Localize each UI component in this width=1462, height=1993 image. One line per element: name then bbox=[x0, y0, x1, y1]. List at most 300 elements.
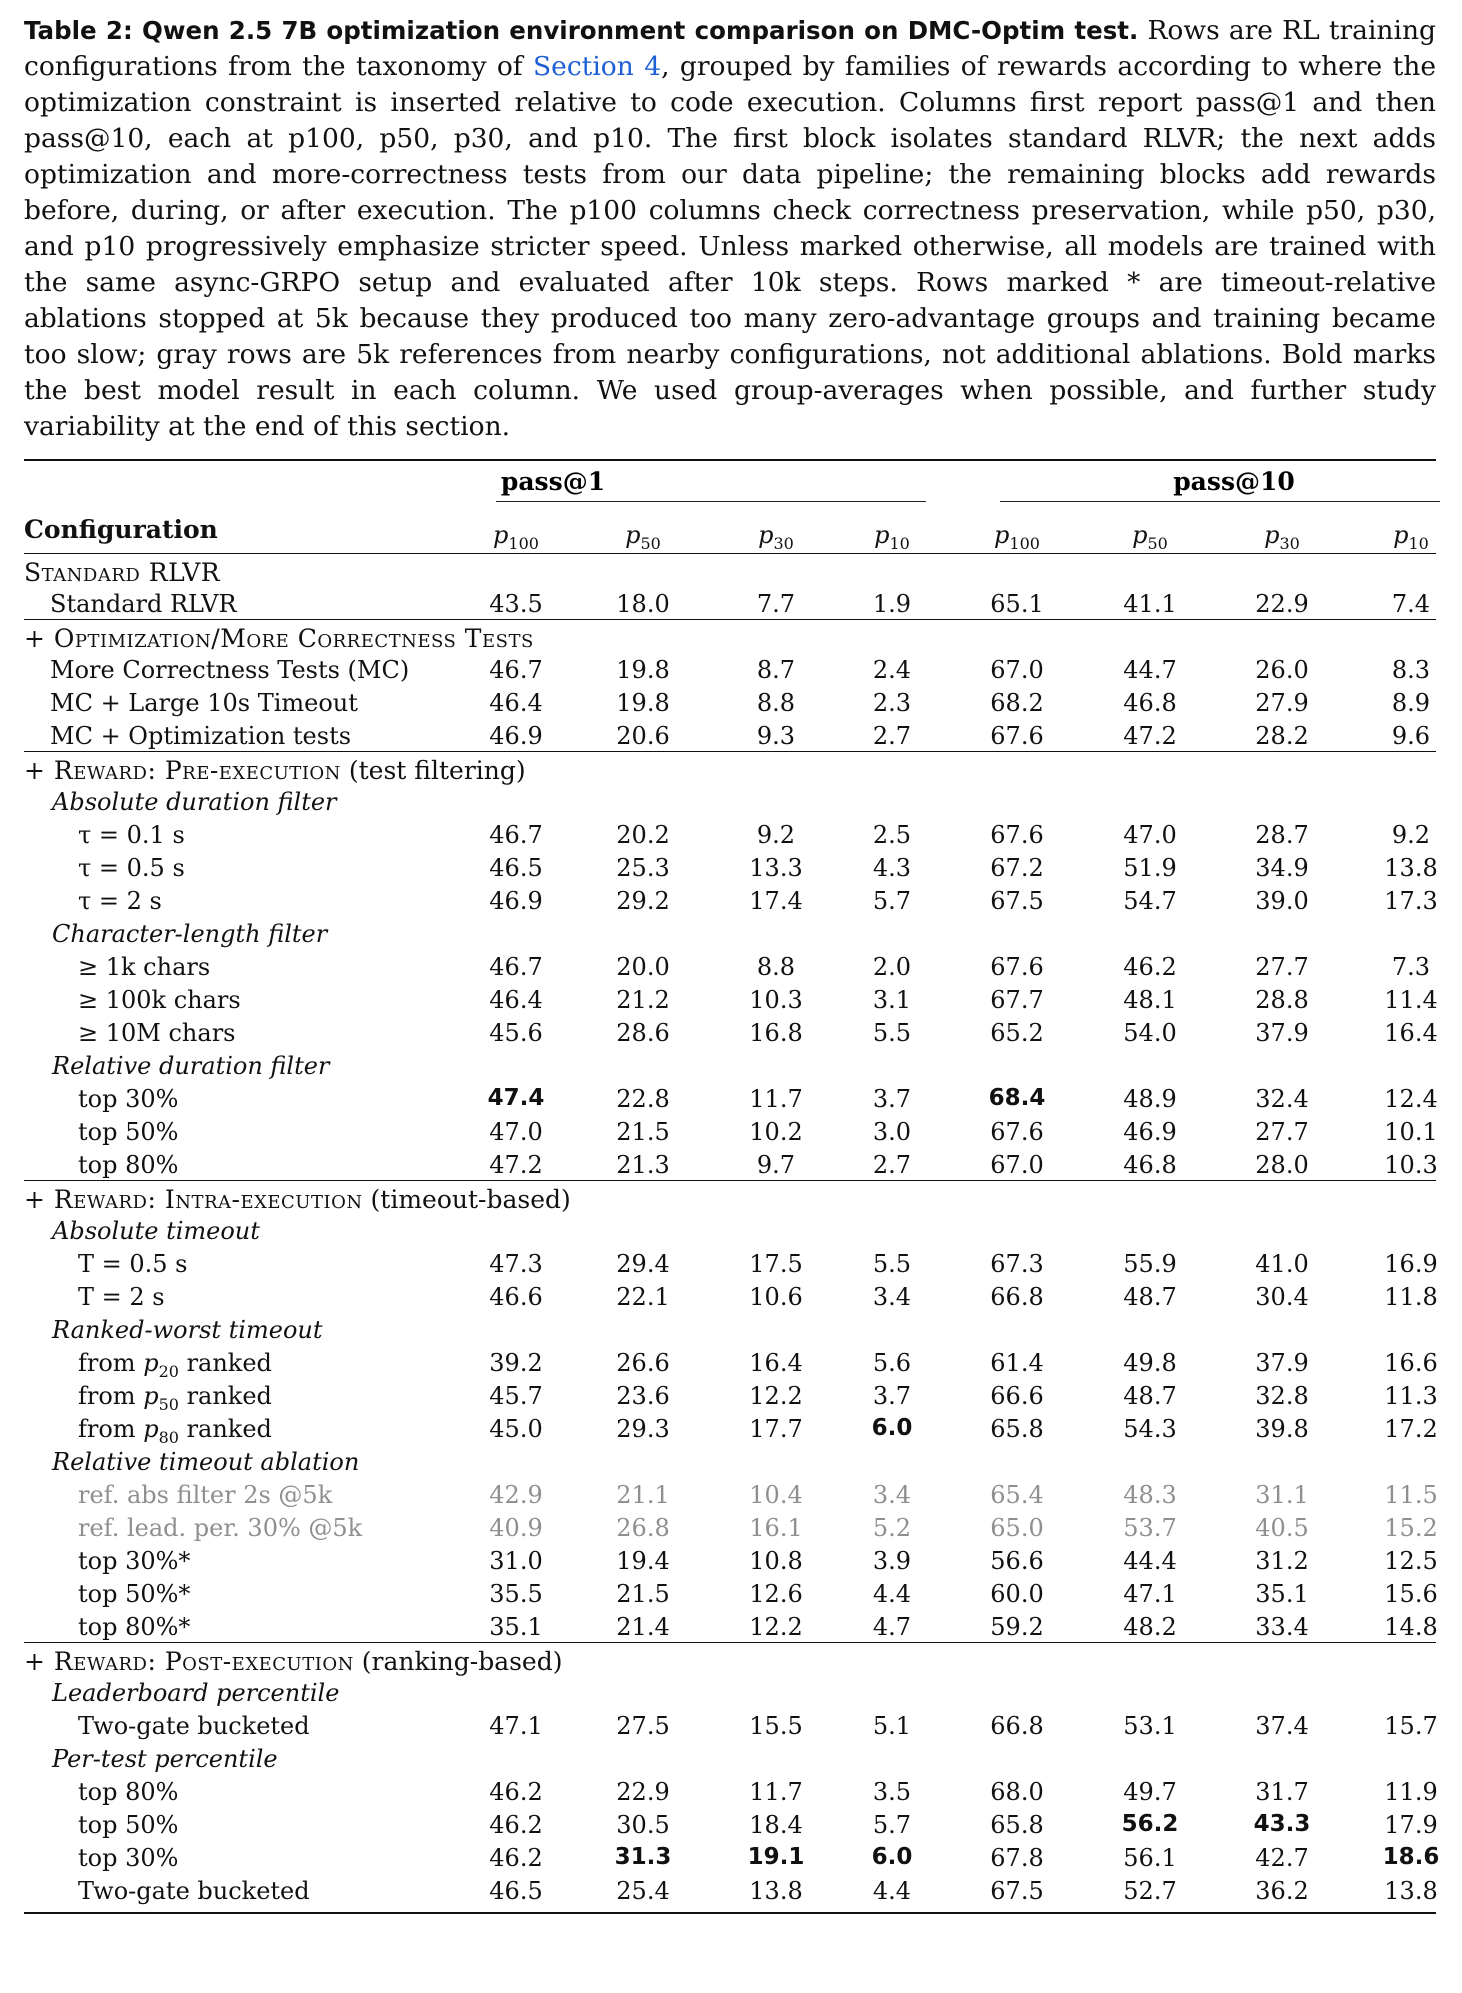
row-label: Standard RLVR bbox=[50, 590, 237, 618]
row-value: 21.3 bbox=[616, 1151, 670, 1179]
row-label: top 30% bbox=[78, 1085, 179, 1113]
subgroup-title: Absolute timeout bbox=[52, 1217, 260, 1245]
row-value: 68.4 bbox=[988, 1085, 1046, 1111]
block-title bbox=[24, 756, 526, 785]
row-value: 16.4 bbox=[1384, 1019, 1438, 1047]
row-value: 3.9 bbox=[872, 1547, 912, 1575]
row-value: 54.7 bbox=[1123, 887, 1177, 915]
row-value: 22.9 bbox=[616, 1778, 670, 1806]
row-value: 45.0 bbox=[489, 1415, 543, 1443]
row-value: 31.3 bbox=[614, 1844, 672, 1870]
row-value: 4.7 bbox=[872, 1613, 912, 1641]
row-value: 8.8 bbox=[756, 689, 796, 717]
block-title bbox=[24, 1185, 571, 1214]
row-value: 48.7 bbox=[1123, 1382, 1177, 1410]
block-title bbox=[24, 1647, 563, 1676]
row-value: 28.7 bbox=[1255, 821, 1309, 849]
row-value: 35.1 bbox=[489, 1613, 543, 1641]
row-value: 12.6 bbox=[749, 1580, 803, 1608]
row-label: top 80% bbox=[78, 1151, 179, 1179]
row-label: ref. lead. per. 30% @5k bbox=[78, 1514, 363, 1542]
table-row bbox=[24, 949, 1436, 982]
row-label: τ = 0.5 s bbox=[78, 854, 185, 882]
table-row bbox=[24, 982, 1436, 1015]
row-value: 39.0 bbox=[1255, 887, 1309, 915]
row-value: 46.9 bbox=[489, 722, 543, 750]
table-row bbox=[24, 652, 1436, 685]
table-header-columns bbox=[24, 509, 1436, 553]
subgroup-row bbox=[24, 784, 1436, 817]
results-table bbox=[24, 459, 1440, 1914]
row-value: 3.4 bbox=[872, 1481, 912, 1509]
table-body bbox=[24, 554, 1440, 1914]
row-label: top 50%* bbox=[78, 1580, 191, 1608]
row-value: 9.2 bbox=[1391, 821, 1431, 849]
row-label: τ = 0.1 s bbox=[78, 821, 185, 849]
row-value: 17.9 bbox=[1384, 1811, 1438, 1839]
table-row bbox=[24, 1576, 1436, 1609]
row-value: 67.7 bbox=[990, 986, 1044, 1014]
row-label: ≥ 100k chars bbox=[78, 986, 241, 1014]
row-value: 54.3 bbox=[1123, 1415, 1177, 1443]
row-value: 46.7 bbox=[489, 953, 543, 981]
row-label: from $p_{20}$ ranked bbox=[78, 1349, 272, 1381]
row-value: 46.5 bbox=[489, 1877, 543, 1905]
subgroup-row bbox=[24, 1312, 1436, 1345]
row-value: 12.5 bbox=[1384, 1547, 1438, 1575]
row-value: 53.1 bbox=[1123, 1712, 1177, 1740]
row-value: 5.1 bbox=[872, 1712, 912, 1740]
block-title-row bbox=[24, 1643, 1436, 1675]
row-value: 11.4 bbox=[1384, 986, 1438, 1014]
row-value: 17.7 bbox=[749, 1415, 803, 1443]
row-value: 67.5 bbox=[990, 1877, 1044, 1905]
table-row bbox=[24, 850, 1436, 883]
table-header-spans bbox=[24, 461, 1436, 509]
row-value: 8.9 bbox=[1391, 689, 1431, 717]
column-header-3: $p_{10}$ bbox=[874, 521, 910, 553]
table-row bbox=[24, 1510, 1436, 1543]
row-value: 37.4 bbox=[1255, 1712, 1309, 1740]
row-value: 46.2 bbox=[489, 1844, 543, 1872]
row-value: 25.3 bbox=[616, 854, 670, 882]
subgroup-title: Relative duration filter bbox=[52, 1052, 330, 1080]
row-value: 67.6 bbox=[990, 953, 1044, 981]
row-value: 46.9 bbox=[1123, 1118, 1177, 1146]
row-value: 20.2 bbox=[616, 821, 670, 849]
column-header-5: $p_{50}$ bbox=[1132, 521, 1168, 553]
table-row bbox=[24, 1378, 1438, 1414]
row-value: 60.0 bbox=[990, 1580, 1044, 1608]
table-row bbox=[24, 1873, 1436, 1906]
row-value: 41.0 bbox=[1255, 1250, 1309, 1278]
block-title-text: Standard RLVR bbox=[24, 558, 221, 587]
table-row bbox=[24, 1807, 1436, 1840]
table-row bbox=[24, 1477, 1436, 1510]
row-value: 4.4 bbox=[872, 1877, 912, 1905]
row-value: 45.7 bbox=[489, 1382, 543, 1410]
row-value: 10.1 bbox=[1384, 1118, 1438, 1146]
row-value: 18.0 bbox=[616, 590, 670, 618]
row-value: 35.5 bbox=[489, 1580, 543, 1608]
row-value: 10.2 bbox=[749, 1118, 803, 1146]
row-value: 11.7 bbox=[749, 1778, 803, 1806]
row-value: 68.0 bbox=[990, 1778, 1044, 1806]
row-value: 3.1 bbox=[872, 986, 912, 1014]
row-value: 3.5 bbox=[872, 1778, 912, 1806]
subgroup-row bbox=[24, 1741, 1436, 1774]
row-value: 47.0 bbox=[489, 1118, 543, 1146]
row-value: 22.9 bbox=[1255, 590, 1309, 618]
subgroup-row bbox=[24, 1444, 1436, 1477]
row-value: 21.5 bbox=[616, 1580, 670, 1608]
row-value: 67.6 bbox=[990, 722, 1044, 750]
block-title-text: + Optimization/More Correctness Tests bbox=[24, 624, 534, 653]
row-value: 31.0 bbox=[489, 1547, 543, 1575]
row-value: 46.4 bbox=[489, 986, 543, 1014]
row-value: 48.2 bbox=[1123, 1613, 1177, 1641]
row-value: 29.2 bbox=[616, 887, 670, 915]
row-value: 39.8 bbox=[1255, 1415, 1309, 1443]
pass1-header: pass@1 bbox=[500, 467, 606, 496]
row-value: 41.1 bbox=[1123, 590, 1177, 618]
subgroup-title: Absolute duration filter bbox=[52, 788, 337, 816]
row-value: 5.2 bbox=[872, 1514, 912, 1542]
row-value: 56.1 bbox=[1123, 1844, 1177, 1872]
row-value: 16.4 bbox=[749, 1349, 803, 1377]
row-label: from $p_{50}$ ranked bbox=[78, 1382, 272, 1414]
row-value: 47.4 bbox=[487, 1085, 545, 1111]
row-value: 47.2 bbox=[489, 1151, 543, 1179]
row-value: 13.8 bbox=[1384, 1877, 1438, 1905]
table-row bbox=[24, 817, 1436, 850]
row-value: 11.5 bbox=[1384, 1481, 1438, 1509]
row-value: 5.5 bbox=[872, 1250, 912, 1278]
row-value: 27.7 bbox=[1255, 1118, 1309, 1146]
table-row bbox=[24, 1015, 1436, 1048]
row-label: top 80%* bbox=[78, 1613, 191, 1641]
row-value: 34.9 bbox=[1255, 854, 1309, 882]
row-label: ≥ 10M chars bbox=[78, 1019, 236, 1047]
row-value: 27.7 bbox=[1255, 953, 1309, 981]
row-value: 3.7 bbox=[872, 1382, 912, 1410]
row-value: 46.2 bbox=[489, 1811, 543, 1839]
row-label: τ = 2 s bbox=[78, 887, 162, 915]
row-value: 9.2 bbox=[756, 821, 796, 849]
row-value: 40.5 bbox=[1255, 1514, 1309, 1542]
table-row bbox=[24, 1411, 1438, 1447]
row-value: 10.4 bbox=[749, 1481, 803, 1509]
table-row bbox=[24, 1345, 1438, 1381]
row-value: 13.3 bbox=[749, 854, 803, 882]
block-title bbox=[24, 558, 220, 587]
row-value: 46.9 bbox=[489, 887, 543, 915]
subgroup-row bbox=[24, 1675, 1436, 1708]
row-label: More Correctness Tests (MC) bbox=[50, 656, 410, 684]
row-value: 3.7 bbox=[872, 1085, 912, 1113]
row-value: 31.1 bbox=[1255, 1481, 1309, 1509]
row-value: 45.6 bbox=[489, 1019, 543, 1047]
row-value: 47.3 bbox=[489, 1250, 543, 1278]
table-row bbox=[24, 1114, 1436, 1147]
table-row bbox=[24, 1774, 1436, 1807]
row-value: 52.7 bbox=[1123, 1877, 1177, 1905]
row-value: 5.7 bbox=[872, 887, 912, 915]
row-value: 16.6 bbox=[1384, 1349, 1438, 1377]
row-value: 66.8 bbox=[990, 1712, 1044, 1740]
table-row bbox=[24, 685, 1436, 718]
row-value: 46.2 bbox=[489, 1778, 543, 1806]
row-value: 22.1 bbox=[616, 1283, 670, 1311]
subgroup-row bbox=[24, 916, 1436, 949]
row-value: 2.7 bbox=[872, 722, 912, 750]
row-label: top 80% bbox=[78, 1778, 179, 1806]
column-header-1: $p_{50}$ bbox=[625, 521, 661, 553]
row-value: 6.0 bbox=[871, 1415, 913, 1441]
row-value: 20.0 bbox=[616, 953, 670, 981]
column-header-0: $p_{100}$ bbox=[493, 521, 539, 553]
row-value: 65.1 bbox=[990, 590, 1044, 618]
row-value: 10.3 bbox=[749, 986, 803, 1014]
row-value: 54.0 bbox=[1123, 1019, 1177, 1047]
row-label: Two-gate bucketed bbox=[78, 1712, 310, 1740]
row-value: 5.5 bbox=[872, 1019, 912, 1047]
row-value: 33.4 bbox=[1255, 1613, 1309, 1641]
row-value: 29.3 bbox=[616, 1415, 670, 1443]
row-value: 39.2 bbox=[489, 1349, 543, 1377]
block-title-row bbox=[24, 1181, 1436, 1213]
row-value: 66.8 bbox=[990, 1283, 1044, 1311]
row-value: 37.9 bbox=[1255, 1349, 1309, 1377]
block-suffix: (test filtering) bbox=[340, 756, 526, 785]
caption-text-2: , grouped by families of rewards according to where the optimization constraint is inserted relative to code execution. Columns first report pass@1 and then pass@10, each at p100, p50, p30, and p10. The first block isolates standard RLVR; the next adds optimization and more-correctness tests from our data pipeline; the remaining blocks add rewards before, during, or after execution. The p100 columns check correctness preservation, while p50, p30, and p10 progressively emphasize stricter speed. Unless marked otherwise, all models are trained with the same async-GRPO setup and evaluated after 10k steps. Rows marked * are timeout-relative ablations stopped at 5k because they produced too many zero-advantage groups and training became too slow; gray rows are 5k references from nearby configurations, not additional ablations. Bold marks the best model result in each column. We used group-averages when possible, and further study variability at the end of this section. bbox=[24, 51, 1436, 442]
table-row bbox=[24, 1708, 1436, 1741]
pass10-header: pass@10 bbox=[1173, 467, 1295, 496]
table-row bbox=[24, 718, 1436, 751]
row-value: 48.1 bbox=[1123, 986, 1177, 1014]
row-value: 65.0 bbox=[990, 1514, 1044, 1542]
row-value: 56.6 bbox=[990, 1547, 1044, 1575]
row-value: 1.9 bbox=[872, 590, 912, 618]
row-value: 47.1 bbox=[489, 1712, 543, 1740]
row-value: 46.6 bbox=[489, 1283, 543, 1311]
row-value: 47.2 bbox=[1123, 722, 1177, 750]
row-value: 66.6 bbox=[990, 1382, 1044, 1410]
row-value: 12.2 bbox=[749, 1613, 803, 1641]
row-value: 18.6 bbox=[1382, 1844, 1440, 1870]
row-value: 3.4 bbox=[872, 1283, 912, 1311]
row-value: 49.7 bbox=[1123, 1778, 1177, 1806]
row-value: 11.7 bbox=[749, 1085, 803, 1113]
row-value: 67.6 bbox=[990, 821, 1044, 849]
row-value: 31.7 bbox=[1255, 1778, 1309, 1806]
row-value: 21.1 bbox=[616, 1481, 670, 1509]
row-value: 26.6 bbox=[616, 1349, 670, 1377]
row-value: 15.6 bbox=[1384, 1580, 1438, 1608]
row-value: 9.3 bbox=[756, 722, 796, 750]
row-value: 25.4 bbox=[616, 1877, 670, 1905]
row-value: 16.9 bbox=[1384, 1250, 1438, 1278]
row-value: 19.1 bbox=[747, 1844, 805, 1870]
row-value: 16.1 bbox=[749, 1514, 803, 1542]
subgroup-row bbox=[24, 1048, 1436, 1081]
row-value: 5.6 bbox=[872, 1349, 912, 1377]
row-value: 27.9 bbox=[1255, 689, 1309, 717]
row-value: 13.8 bbox=[749, 1877, 803, 1905]
row-value: 2.4 bbox=[872, 656, 912, 684]
row-value: 14.8 bbox=[1384, 1613, 1438, 1641]
row-value: 28.2 bbox=[1255, 722, 1309, 750]
row-value: 17.2 bbox=[1384, 1415, 1438, 1443]
row-value: 2.7 bbox=[872, 1151, 912, 1179]
column-header-4: $p_{100}$ bbox=[994, 521, 1040, 553]
row-value: 43.5 bbox=[489, 590, 543, 618]
row-label: T = 0.5 s bbox=[78, 1250, 188, 1278]
table-row bbox=[24, 586, 1436, 619]
configuration-header: Configuration bbox=[24, 515, 218, 544]
row-value: 67.0 bbox=[990, 656, 1044, 684]
column-header-2: $p_{30}$ bbox=[758, 521, 794, 553]
row-value: 3.0 bbox=[872, 1118, 912, 1146]
row-label: MC + Optimization tests bbox=[50, 722, 352, 750]
row-value: 19.8 bbox=[616, 689, 670, 717]
block-title bbox=[24, 624, 534, 653]
row-value: 22.8 bbox=[616, 1085, 670, 1113]
row-value: 55.9 bbox=[1123, 1250, 1177, 1278]
row-label: ≥ 1k chars bbox=[78, 953, 211, 981]
row-label: ref. abs filter 2s @5k bbox=[78, 1481, 333, 1509]
column-header-7: $p_{10}$ bbox=[1393, 521, 1429, 553]
row-value: 10.6 bbox=[749, 1283, 803, 1311]
row-value: 44.4 bbox=[1123, 1547, 1177, 1575]
section-link[interactable]: Section 4 bbox=[533, 51, 662, 82]
row-value: 48.7 bbox=[1123, 1283, 1177, 1311]
row-label: top 50% bbox=[78, 1811, 179, 1839]
row-value: 17.4 bbox=[749, 887, 803, 915]
row-value: 42.7 bbox=[1255, 1844, 1309, 1872]
block-title-row bbox=[24, 554, 1436, 586]
row-value: 10.8 bbox=[749, 1547, 803, 1575]
row-value: 65.8 bbox=[990, 1415, 1044, 1443]
row-value: 67.2 bbox=[990, 854, 1044, 882]
table-row bbox=[24, 1840, 1440, 1873]
row-value: 53.7 bbox=[1123, 1514, 1177, 1542]
row-value: 15.7 bbox=[1384, 1712, 1438, 1740]
pass1-underline bbox=[496, 501, 926, 502]
table-bottom-rule bbox=[24, 1912, 1436, 1914]
row-value: 46.7 bbox=[489, 656, 543, 684]
row-label: T = 2 s bbox=[78, 1283, 165, 1311]
block-title-row bbox=[24, 620, 1436, 652]
row-value: 65.2 bbox=[990, 1019, 1044, 1047]
row-value: 11.8 bbox=[1384, 1283, 1438, 1311]
row-value: 42.9 bbox=[489, 1481, 543, 1509]
block-suffix: (ranking-based) bbox=[353, 1647, 563, 1676]
row-value: 32.8 bbox=[1255, 1382, 1309, 1410]
subgroup-title: Relative timeout ablation bbox=[52, 1448, 360, 1476]
table-row bbox=[24, 1543, 1436, 1576]
table-row bbox=[24, 1081, 1436, 1114]
row-value: 67.8 bbox=[990, 1844, 1044, 1872]
row-label: MC + Large 10s Timeout bbox=[50, 689, 358, 717]
row-value: 44.7 bbox=[1123, 656, 1177, 684]
row-value: 46.8 bbox=[1123, 689, 1177, 717]
row-value: 23.6 bbox=[616, 1382, 670, 1410]
row-value: 18.4 bbox=[749, 1811, 803, 1839]
row-value: 28.6 bbox=[616, 1019, 670, 1047]
row-value: 28.8 bbox=[1255, 986, 1309, 1014]
row-value: 46.2 bbox=[1123, 953, 1177, 981]
row-value: 67.0 bbox=[990, 1151, 1044, 1179]
row-value: 13.8 bbox=[1384, 854, 1438, 882]
row-value: 30.4 bbox=[1255, 1283, 1309, 1311]
row-value: 31.2 bbox=[1255, 1547, 1309, 1575]
row-value: 9.6 bbox=[1391, 722, 1431, 750]
block-title-text: + Reward: Post-execution bbox=[24, 1647, 354, 1676]
row-value: 48.9 bbox=[1123, 1085, 1177, 1113]
caption-lead: Table 2: Qwen 2.5 7B optimization environment comparison on DMC-Optim test. bbox=[24, 16, 1139, 45]
row-value: 65.4 bbox=[990, 1481, 1044, 1509]
row-value: 43.3 bbox=[1253, 1811, 1311, 1837]
table-row bbox=[24, 1147, 1436, 1180]
row-value: 19.8 bbox=[616, 656, 670, 684]
row-value: 2.3 bbox=[872, 689, 912, 717]
block-title-row bbox=[24, 752, 1436, 784]
subgroup-title: Character-length filter bbox=[52, 920, 328, 948]
row-value: 16.8 bbox=[749, 1019, 803, 1047]
caption-text-1: Rows are RL training configurations from the taxonomy of bbox=[24, 15, 1437, 82]
table-row bbox=[24, 1246, 1436, 1279]
row-value: 20.6 bbox=[616, 722, 670, 750]
row-value: 4.4 bbox=[872, 1580, 912, 1608]
row-label: top 30%* bbox=[78, 1547, 191, 1575]
row-value: 51.9 bbox=[1123, 854, 1177, 882]
column-header-6: $p_{30}$ bbox=[1264, 521, 1300, 553]
row-value: 12.2 bbox=[749, 1382, 803, 1410]
row-label: top 30% bbox=[78, 1844, 179, 1872]
row-value: 11.3 bbox=[1384, 1382, 1438, 1410]
row-value: 15.2 bbox=[1384, 1514, 1438, 1542]
row-value: 8.3 bbox=[1391, 656, 1431, 684]
row-value: 2.5 bbox=[872, 821, 912, 849]
row-value: 2.0 bbox=[872, 953, 912, 981]
row-value: 35.1 bbox=[1255, 1580, 1309, 1608]
table-row bbox=[24, 883, 1436, 916]
row-value: 19.4 bbox=[616, 1547, 670, 1575]
row-value: 7.7 bbox=[756, 590, 796, 618]
row-value: 59.2 bbox=[990, 1613, 1044, 1641]
row-value: 6.0 bbox=[871, 1844, 913, 1870]
row-value: 29.4 bbox=[616, 1250, 670, 1278]
pass10-underline bbox=[1000, 501, 1440, 502]
row-value: 7.4 bbox=[1391, 590, 1431, 618]
table-row bbox=[24, 1279, 1436, 1312]
subgroup-title: Per-test percentile bbox=[52, 1745, 278, 1773]
row-value: 15.5 bbox=[749, 1712, 803, 1740]
row-value: 48.3 bbox=[1123, 1481, 1177, 1509]
row-value: 61.4 bbox=[990, 1349, 1044, 1377]
table-caption bbox=[24, 13, 1436, 445]
table-row bbox=[24, 1609, 1436, 1642]
row-value: 28.0 bbox=[1255, 1151, 1309, 1179]
row-value: 46.7 bbox=[489, 821, 543, 849]
row-label: Two-gate bucketed bbox=[78, 1877, 310, 1905]
row-value: 65.8 bbox=[990, 1811, 1044, 1839]
row-value: 9.7 bbox=[756, 1151, 796, 1179]
row-value: 11.9 bbox=[1384, 1778, 1438, 1806]
row-value: 5.7 bbox=[872, 1811, 912, 1839]
row-value: 30.5 bbox=[616, 1811, 670, 1839]
